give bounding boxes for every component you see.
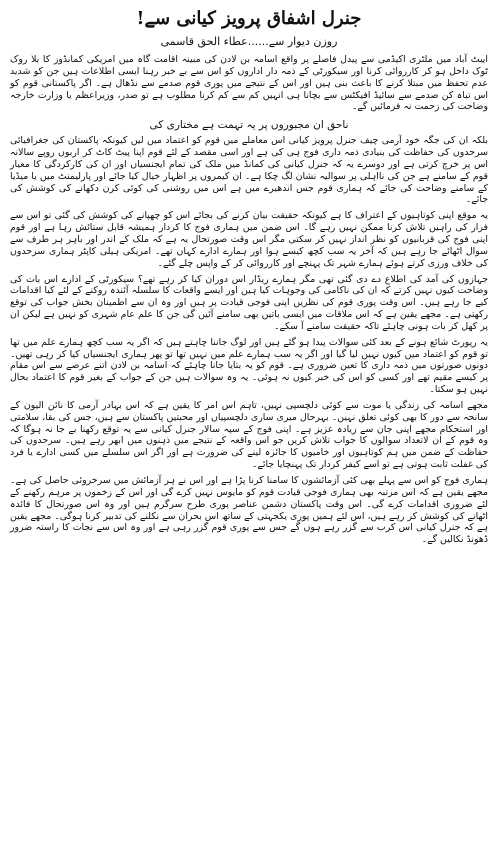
article-intro: ایبٹ آباد میں ملٹری اکیڈمی سے پیدل فاصلے پر واقع اسامہ بن لادن کی مبینہ اقامت گاہ میں امریکی کمانڈوز کا بلا روک ٹوک داخل ہو کر کارروائی کرنا اور سیکورٹی کے ذمہ دار اداروں کو اس سے بے خبر رہنا ایسی اطلاعات ہیں جن کو شدید عدم تحفظ میں مبتلا کرنے کا باعث بنی ہیں اور اس کے نتیجے میں پوری قوم صدمے سے نڈھال ہے۔ اگر پاکستانی قوم کو اس تباہ کن صدمے سے سائیڈ افیکٹس سے بچانا ہی انہیں کم سے کم کرنا مطلوب ہے تو صدر، وزیراعظم یا وزارت خارجہ وضاحت کی زحمت نہ فرمائیں گے۔ xyxy=(10,54,488,113)
article-paragraph: مجھے اسامہ کی زندگی یا موت سے کوئی دلچسپی نہیں، تاہم اس امر کا یقین ہے کہ اس بہادر آرمی کا نائن الیون کے سانحہ سے دور کا بھی کوئی تعلق نہیں۔ بہرحال میری ساری دلچسپیاں اور محبتیں پاکستان سے ہیں، جس کی بقا، سلامتی اور استحکام مجھے اپنی جان سے زیادہ عزیز ہے۔ اپنی فوج کے سپہ سالار جنرل کیانی سے یہ توقع رکھنا بے جا نہ ہوگا کہ وہ قوم کے ان لاتعداد سوالوں کا جواب تلاش کریں جو اس واقعہ کے نتیجے میں ذہنوں میں ابھر رہے ہیں۔ سرحدوں کی حفاظت کے ضمن میں ہم کوتاہیوں اور خامیوں کا جائزہ لینے کی ضرورت ہے اور اگر اس سلسلے میں کسی ادارے یا فرد کی غفلت ثابت ہوتی ہے تو اسے کیفر کردار تک پہنچایا جائے۔ xyxy=(10,399,488,471)
article-paragraph: یہ رپورٹ شائع ہونے کے بعد کئی سوالات پیدا ہو گئے ہیں اور لوگ جاننا چاہتے ہیں کہ اگر یہ سب کچھ ہمارے علم میں تھا تو قوم کو اعتماد میں کیوں نہیں لیا گیا اور اگر یہ سب ہمارے علم میں نہیں تھا تو پھر ہماری ایجنسیاں کیا کر رہی تھیں۔ دونوں صورتوں میں ذمہ داری کا تعین ضروری ہے۔ قوم کو یہ بتایا جانا چاہئے کہ اسامہ بن لادن اتنے عرصے سے اس مقام پر کیسے مقیم تھے اور کسی کو اس کی خبر کیوں نہ ہوئی۔ یہ وہ سوالات ہیں جن کے جواب کے بغیر قوم کا اعتماد بحال نہیں ہو سکتا۔ xyxy=(10,336,488,396)
article-paragraph: جہازوں کی آمد کی اطلاع دے دی گئی تھی مگر ہمارے ریڈار اس دوران کیا کر رہے تھے؟ سیکورٹی کے ادارے اس بات کی وضاحت کیوں نہیں کرتے کہ ان کی ناکامی کی وجوہات کیا ہیں اور ایسے واقعات کا سلسلہ آئندہ روکنے کے لئے کیا اقدامات کیے جا رہے ہیں۔ اس وقت پوری قوم کی نظریں اپنی فوجی قیادت پر ہیں اور وہ ان سے اطمینان بخش جواب کی توقع رکھتی ہے۔ مجھے یقین ہے کہ اس ملاقات میں ایسی باتیں بھی سامنے آئیں گی جن کا علم عام شہری کو نہیں ہے لیکن ان پر کھل کر بات ہونی چاہئے تاکہ حقیقت سامنے آ سکے۔ xyxy=(10,273,488,332)
article-subheading: ناحق ان مجبوروں پر یہ تہمت ہے مختاری کی xyxy=(149,119,349,132)
article-paragraph: بلکہ ان کی جگہ خود آرمی چیف جنرل پرویز کیانی اس معاملے میں قوم کو اعتماد میں لیں کیونکہ پاکستان کی جغرافیائی سرحدوں کی حفاظت کی بنیادی ذمہ داری فوج ہی کی ہے اور اسی مقصد کے لئے قوم اپنا پیٹ کاٹ کر اربوں روپے سالانہ اس پر خرچ کرتی ہے اور دوسرے یہ کہ جنرل کیانی کی کمانڈ میں ملک کی تمام ایجنسیاں اور ان کی کارکردگی کا معیار قوم کے سامنے ہے جن کی نااہلی پر سوالیہ نشان لگ چکا ہے۔ ان کیمروں پر اظہار خیال کیا جائے اور پارلیمنٹ میں یا میڈیا کے سامنے وضاحت کی جائے کہ ہماری قوم جس اندھیرے میں ہے اس میں روشنی کی کوئی کرن دکھانے کی کوشش کی جائے۔ xyxy=(10,135,488,206)
article-byline: روزن دیوار سے......عطاء الحق قاسمی xyxy=(160,35,338,48)
article-paragraph: ہماری فوج کو اس سے پہلے بھی کئی آزمائشوں کا سامنا کرنا پڑا ہے اور اس نے ہر آزمائش میں سرخروئی حاصل کی ہے۔ مجھے یقین ہے کہ اس مرتبہ بھی ہماری فوجی قیادت قوم کو مایوس نہیں کرے گی اور اس کے زخموں پر مرہم رکھنے کے لئے ضروری اقدامات کرے گی۔ اس وقت پاکستان دشمن عناصر پوری طرح سرگرم ہیں اور وہ اس صورتحال کا فائدہ اٹھانے کی کوشش کر رہے ہیں، اس لئے ہمیں پوری یکجہتی کے ساتھ اس بحران سے نکلنے کی تدبیر کرنا ہوگی۔ مجھے یقین ہے کہ جنرل کیانی اس کرب سے گزر رہے ہوں گے جس سے پوری قوم گزر رہی ہے اور وہ اس سے نجات کا راستہ ضرور ڈھونڈ نکالیں گے۔ xyxy=(10,475,488,546)
article-paragraph: یہ موقع اپنی کوتاہیوں کے اعتراف کا ہے کیونکہ حقیقت بیان کرنے کی بجائے اس کو چھپانے کی کوشش کی گئی تو اس سے فرار کی راہیں تلاش کرنا ممکن نہیں رہے گا۔ اس ضمن میں ہماری فوج کا کردار ہمیشہ قابل ستائش رہا ہے اور قوم اپنی فوج کی قربانیوں کو نظر انداز نہیں کر سکتی مگر اس وقت صورتحال یہ ہے کہ ملک کے اندر اور باہر ہر طرف سے سوال اٹھائے جا رہے ہیں کہ آخر یہ سب کچھ کیسے ہوا اور ہمارے ادارے کہاں تھے۔ امریکی ہیلی کاپٹر ہماری سرحدوں کی خلاف ورزی کرتے ہوئے ہمارے شہر تک پہنچے اور کارروائی کر کے واپس چلے گئے۔ xyxy=(10,210,488,269)
article-title: جنرل اشفاق پرویز کیانی سے! xyxy=(136,8,362,29)
